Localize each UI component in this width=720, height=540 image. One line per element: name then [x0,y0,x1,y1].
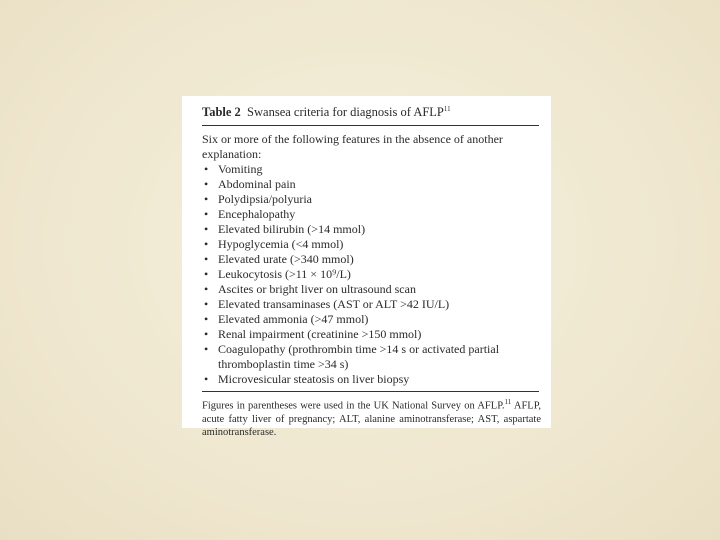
bullet-icon: • [204,192,209,207]
table-title-ref: 11 [443,105,451,113]
bullet-icon: • [204,312,209,327]
criteria-item-text: Coagulopathy (prothrombin time >14 s or activated partial thromboplastin time >34 s) [218,342,500,372]
bullet-icon: • [204,177,209,192]
bullet-icon: • [204,372,209,387]
criteria-item [202,192,541,207]
criteria-item-text: Elevated ammonia (>47 mmol) [218,312,369,327]
table-intro: Six or more of the following features in the absence of another explanation: [202,132,503,162]
criteria-item [202,162,541,177]
criteria-item [202,282,541,297]
table-image [182,96,551,438]
footnote-post: AFLP, acute fatty liver of pregnancy; ALT, alanine aminotransferase; AST, aspartate aminotransferase. [202,400,541,438]
table-label: Table 2 [202,105,241,120]
bullet-icon: • [204,237,209,252]
criteria-item-text: Encephalopathy [218,207,296,222]
criteria-item-text: Vomiting [218,162,263,177]
criteria-item [202,177,541,192]
bullet-icon: • [204,297,209,312]
criteria-item-text: Elevated urate (>340 mmol) [218,252,354,267]
criteria-item-text: Elevated bilirubin (>14 mmol) [218,222,366,237]
criteria-item-text: Polydipsia/polyuria [218,192,312,207]
bullet-icon: • [204,267,209,282]
criteria-item [202,252,541,267]
table-title-text: Swansea criteria for diagnosis of AFLP [247,105,444,120]
criteria-item-text: Ascites or bright liver on ultrasound scan [218,282,416,297]
bullet-icon: • [204,282,209,297]
criteria-item [202,342,541,372]
criteria-item [202,267,541,282]
bullet-icon: • [204,162,209,177]
footnote-pre: Figures in parentheses were used in the UK National Survey on AFLP. [202,400,505,412]
criteria-item-text: Microvesicular steatosis on liver biopsy [218,372,410,387]
criteria-item [202,327,541,342]
criteria-item-text: Leukocytosis (>11 × 10⁹/L) [218,267,351,282]
table-title [202,102,539,126]
criteria-item-text: Renal impairment (creatinine >150 mmol) [218,327,422,342]
table-footnote [202,396,541,439]
criteria-item [202,207,541,222]
footnote-ref: 11 [504,398,512,407]
bullet-icon: • [204,207,209,222]
criteria-item-text: Hypoglycemia (<4 mmol) [218,237,344,252]
criteria-item [202,312,541,327]
criteria-item [202,372,541,387]
bullet-icon: • [204,222,209,237]
bullet-icon: • [204,252,209,267]
bullet-icon: • [204,342,209,357]
criteria-item [202,297,541,312]
criteria-list [202,162,541,387]
criteria-item-text: Elevated transaminases (AST or ALT >42 IU/L) [218,297,450,312]
table-bottom-rule [202,391,539,392]
criteria-item-text: Abdominal pain [218,177,296,192]
bullet-icon: • [204,327,209,342]
criteria-item [202,237,541,252]
criteria-item [202,222,541,237]
